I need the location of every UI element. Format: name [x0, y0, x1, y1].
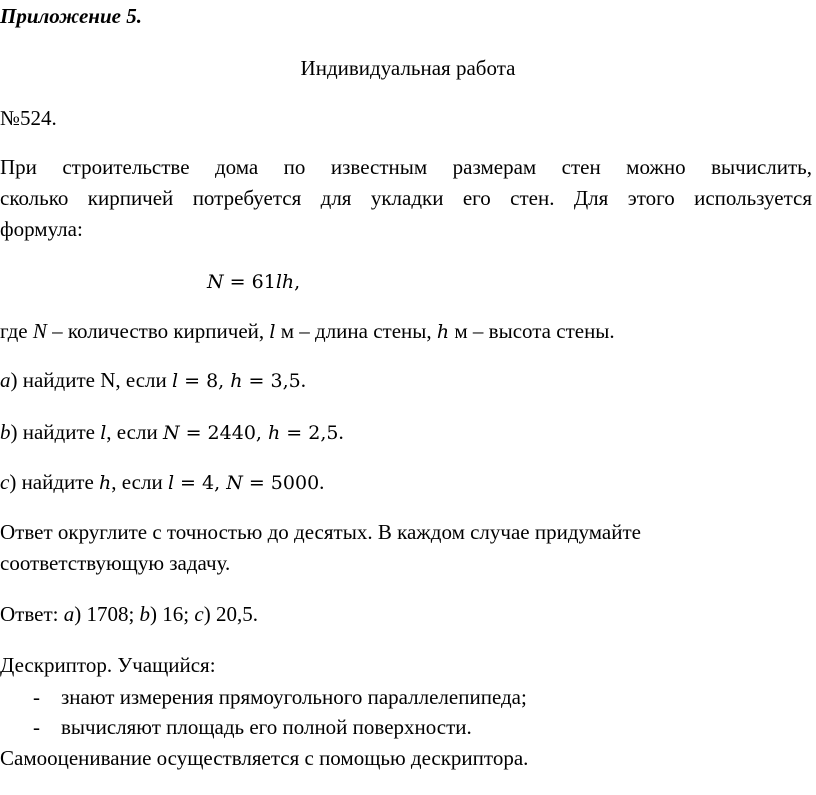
self-assessment: Самооценивание осуществляется с помощью дескриптора.: [0, 746, 529, 770]
work-title: Индивидуальная работа: [300, 56, 516, 80]
formula: [207, 267, 300, 296]
part-c: c) найдите h, если l = 4, N = 5000.: [0, 470, 325, 494]
bullet-dash-icon: -: [33, 685, 40, 709]
var-l: l: [269, 321, 276, 343]
intro-line-1: При строительстве дома по известным размерам стен можно вычислить,: [0, 155, 812, 179]
var-h: h: [436, 321, 450, 343]
answer-line: Ответ: a) 1708; b) 16; c) 20,5.: [0, 602, 258, 626]
intro-line-3: формула:: [0, 217, 83, 241]
bullet-dash-icon: -: [33, 715, 40, 739]
formula-n: N: [207, 271, 224, 293]
var-n: N: [32, 319, 47, 343]
part-b: b) найдите l, если N = 2440, h = 2,5.: [0, 420, 344, 444]
part-b-label: b: [0, 420, 11, 444]
part-a-label: a: [0, 368, 11, 392]
descriptor-item: вычисляют площадь его полной поверхности.: [61, 715, 472, 739]
where-line: где N – количество кирпичей, l м – длина стены, h м – высота стены.: [0, 319, 615, 343]
descriptor-item: знают измерения прямоугольного параллелепипеда;: [61, 685, 527, 709]
formula-comma: ,: [294, 271, 301, 293]
intro-line-2: сколько кирпичей потребуется для укладки его стен. Для этого используется: [0, 186, 812, 210]
task-number: №524.: [0, 106, 57, 130]
rounding-line-2: соответствующую задачу.: [0, 551, 231, 575]
rounding-line-1: Ответ округлите с точностью до десятых. В каждом случае придумайте: [0, 520, 641, 544]
formula-eq: = 61: [223, 271, 276, 293]
formula-lh: lh: [275, 271, 295, 293]
appendix-title: Приложение 5.: [0, 4, 142, 28]
descriptor-title: Дескриптор. Учащийся:: [0, 653, 216, 677]
part-a: a) найдите N, если l = 8, h = 3,5.: [0, 368, 306, 392]
part-c-label: c: [0, 470, 10, 494]
